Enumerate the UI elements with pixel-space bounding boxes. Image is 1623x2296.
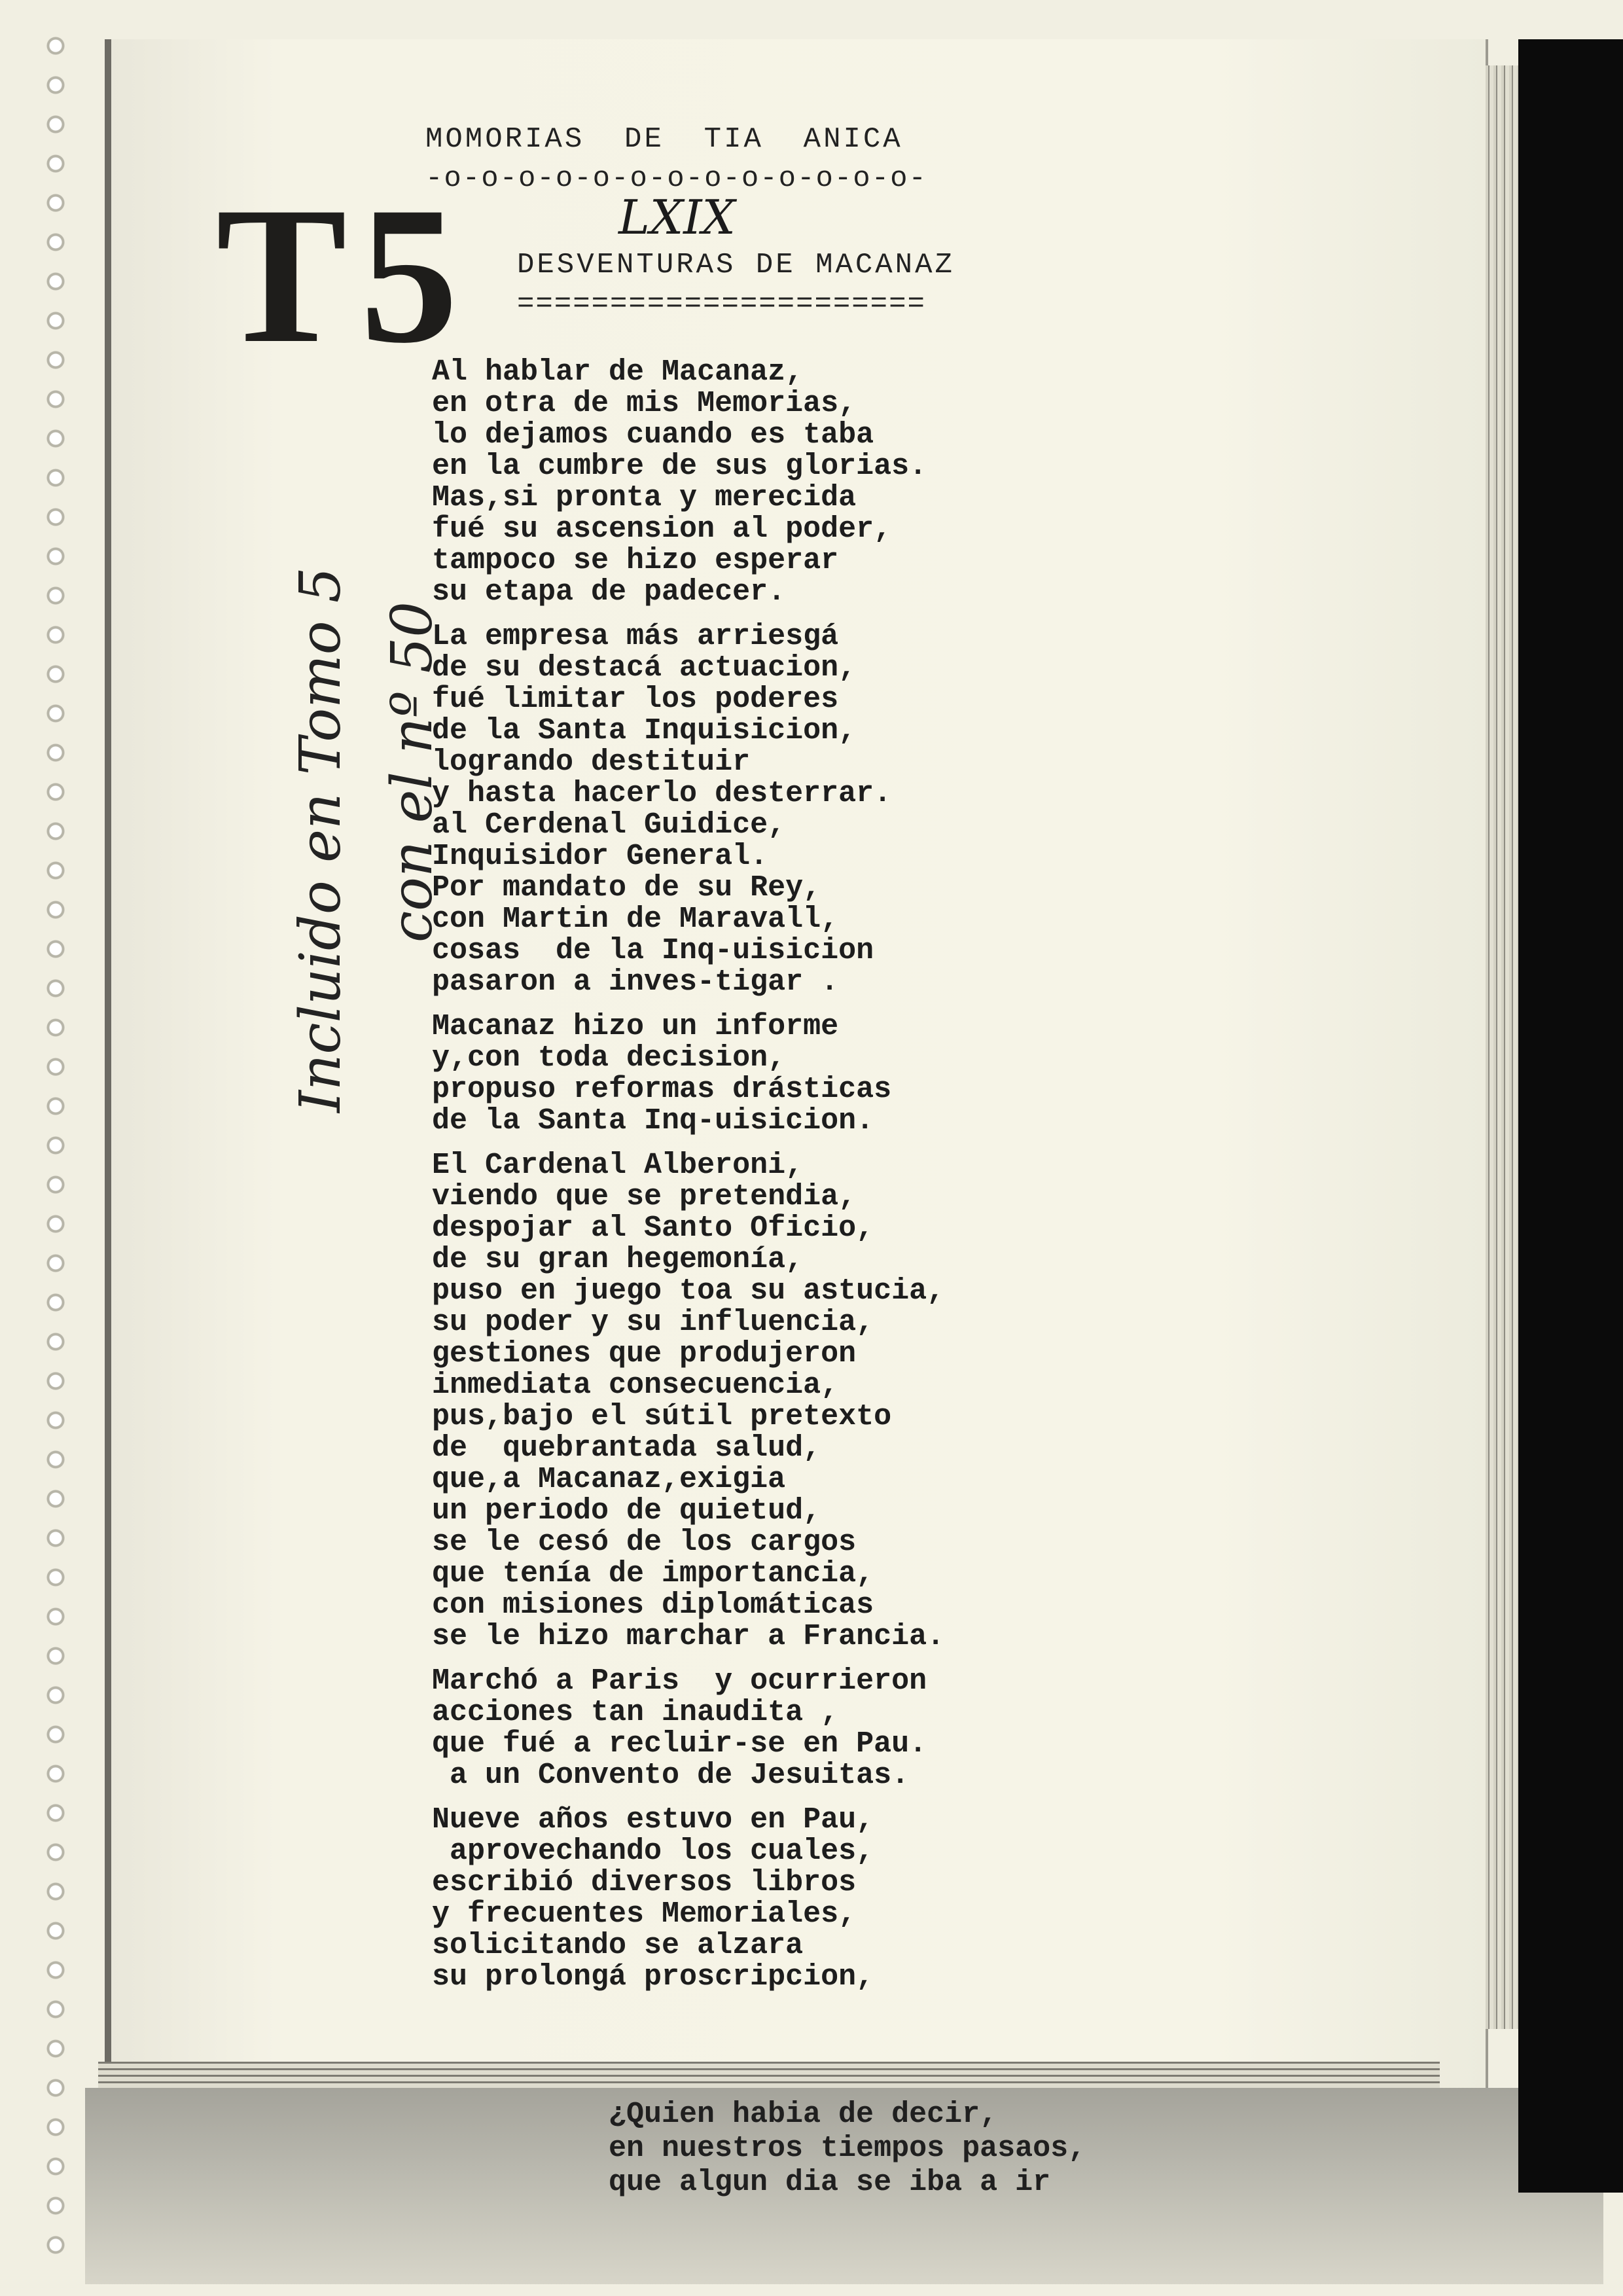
handwritten-margin-note (275, 567, 458, 1113)
poem-line: su prolongá proscripcion, (432, 1960, 874, 1994)
poem-line: de su gran hegemonía, (432, 1243, 804, 1276)
poem-line: aprovechando los cuales, (432, 1835, 874, 1868)
poem-line: Marchó a Paris y ocurrieron (432, 1664, 927, 1698)
poem-line: viendo que se pretendia, (432, 1180, 857, 1213)
chapter-title-underline: ====================== (517, 288, 926, 321)
chapter-title: DESVENTURAS DE MACANAZ (517, 249, 955, 281)
poem-stanza (432, 1666, 1479, 1791)
poem-line: Por mandato de su Rey, (432, 871, 821, 905)
poem-stanza (432, 1011, 1479, 1137)
poem-line: en otra de mis Memorias, (432, 387, 857, 420)
poem-line: de la Santa Inquisicion, (432, 714, 857, 747)
poem-line: su etapa de padecer. (432, 575, 786, 609)
poem-line: Mas,si pronta y merecida (432, 481, 857, 514)
spiral-binding (39, 26, 72, 2265)
poem-line: y frecuentes Memoriales, (432, 1897, 857, 1931)
poem-stanza (432, 1150, 1479, 1653)
poem-line: La empresa más arriesgá (432, 620, 839, 653)
poem-stanza (432, 1804, 1479, 1993)
document-title: MOMORIAS DE TIA ANICA (425, 123, 903, 156)
poem-line: gestiones que produjeron (432, 1337, 857, 1371)
poem-line: Al hablar de Macanaz, (432, 355, 804, 389)
poem-line: acciones tan inaudita , (432, 1696, 839, 1729)
sheet-bottom-fold (98, 2062, 1440, 2088)
poem-line: a un Convento de Jesuitas. (432, 1759, 910, 1792)
poem-line: un periodo de quietud, (432, 1494, 821, 1528)
poem-line: El Cardenal Alberoni, (432, 1149, 804, 1182)
poem-line: se le cesó de los cargos (432, 1526, 857, 1559)
poem-line: fué limitar los poderes (432, 683, 839, 716)
poem-line: cosas de la Inq-uisicion (432, 934, 874, 967)
poem-line: despojar al Santo Oficio, (432, 1211, 874, 1245)
footer-verse-line: ¿Quien habia de decir, (609, 2098, 998, 2131)
underlying-page-verse (609, 2098, 1086, 2200)
poem-line: lo dejamos cuando es taba (432, 418, 874, 452)
poem-stanza (432, 357, 1479, 608)
poem-line: y hasta hacerlo desterrar. (432, 777, 892, 810)
poem-line: Macanaz hizo un informe (432, 1010, 839, 1043)
poem-line: Nueve años estuvo en Pau, (432, 1803, 874, 1837)
poem-stanza (432, 621, 1479, 998)
poem-line: que fué a recluir-se en Pau. (432, 1727, 927, 1761)
poem-line: al Cerdenal Guidice, (432, 808, 786, 842)
footer-verse-line: en nuestros tiempos pasaos, (609, 2132, 1086, 2165)
photocopy-dark-edge (1518, 39, 1623, 2193)
poem-body (432, 357, 1479, 2006)
poem-line: escribió diversos libros (432, 1866, 857, 1899)
poem-line: su poder y su influencia, (432, 1306, 874, 1339)
poem-line: propuso reformas drásticas (432, 1073, 892, 1106)
poem-line: inmediata consecuencia, (432, 1369, 839, 1402)
poem-line: logrando destituir (432, 745, 751, 779)
poem-line: de quebrantada salud, (432, 1431, 821, 1465)
volume-stamp: T5 (216, 166, 472, 384)
poem-line: que tenía de importancia, (432, 1557, 874, 1590)
title-divider: -o-o-o-o-o-o-o-o-o-o-o-o-o- (425, 162, 927, 195)
poem-line: Inquisidor General. (432, 840, 768, 873)
poem-line: con Martin de Maravall, (432, 903, 839, 936)
margin-note-line: Incluido en Tomo 5 (288, 567, 353, 1113)
sheet-stacked-edge (1486, 65, 1518, 2029)
poem-line: de la Santa Inq-uisicion. (432, 1104, 874, 1138)
footer-verse-line: que algun dia se iba a ir (609, 2166, 1051, 2199)
poem-line: de su destacá actuacion, (432, 651, 857, 685)
poem-line: solicitando se alzara (432, 1929, 804, 1962)
poem-line: tampoco se hizo esperar (432, 544, 839, 577)
poem-line: fué su ascension al poder, (432, 512, 892, 546)
poem-line: se le hizo marchar a Francia. (432, 1620, 945, 1653)
poem-line: con misiones diplomáticas (432, 1588, 874, 1622)
poem-line: en la cumbre de sus glorias. (432, 450, 927, 483)
margin-note-line: con el nº 50 (380, 601, 445, 942)
poem-line: que,a Macanaz,exigia (432, 1463, 786, 1496)
poem-line: pasaron a inves-tigar . (432, 965, 839, 999)
poem-line: y,con toda decision, (432, 1041, 786, 1075)
poem-line: puso en juego toa su astucia, (432, 1274, 945, 1308)
chapter-number: LXIX (618, 190, 736, 245)
poem-line: pus,bajo el sútil pretexto (432, 1400, 892, 1433)
